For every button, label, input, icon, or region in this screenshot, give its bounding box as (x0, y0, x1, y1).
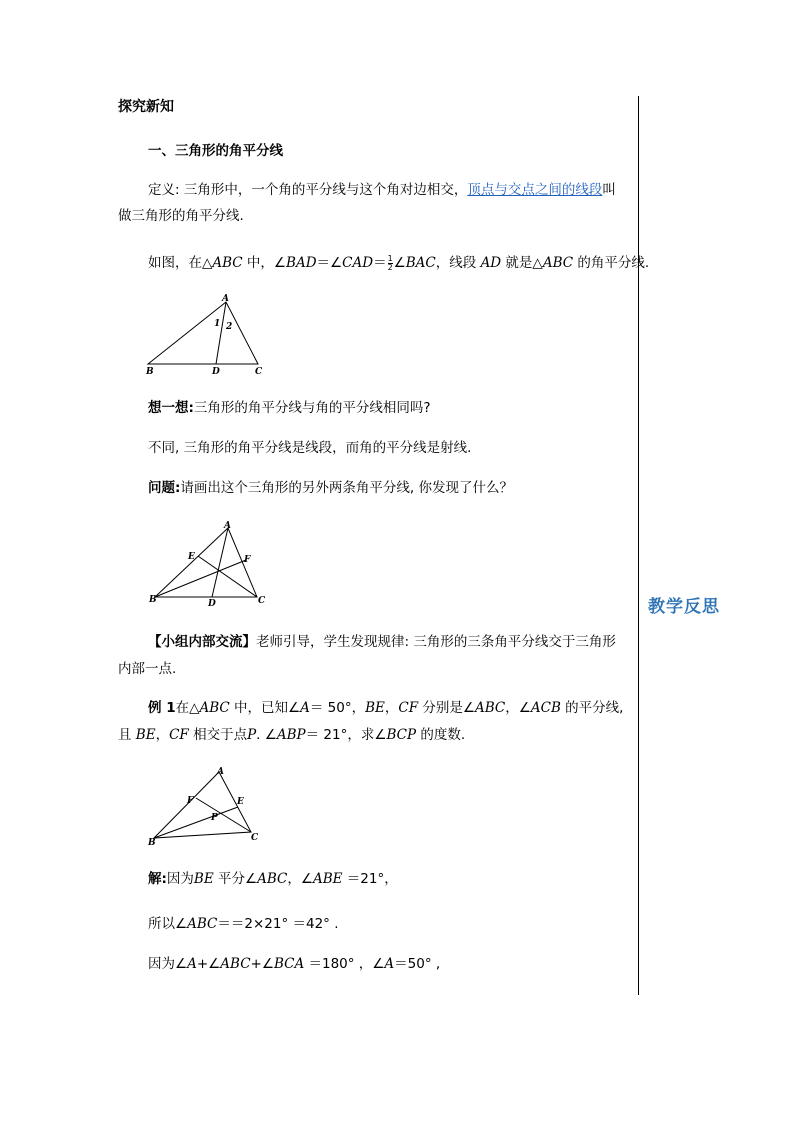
text-fragment: 中，∠ (242, 255, 287, 271)
text-fragment: 相交于点 (188, 727, 248, 743)
bisector-ad (216, 302, 226, 364)
label-d: D (208, 599, 216, 609)
math-abc: ABC (212, 255, 243, 271)
label-d: D (212, 367, 220, 377)
think-label: 想一想: (148, 400, 194, 416)
group-label: 【小组内部交流】 (148, 634, 256, 650)
label-a: A (217, 767, 224, 777)
think-text: 三角形的角平分线与角的平分线相同吗? (193, 400, 431, 416)
text-fragment: 的角平分线. (573, 255, 650, 271)
text-fragment: ，∠ (505, 700, 531, 716)
math-bac: BAC (405, 255, 436, 271)
math-abc: ABC (199, 700, 230, 716)
text-fragment: ＝＝2×21° ＝42° . (217, 916, 339, 932)
definition-line2: 做三角形的角平分线. (118, 208, 244, 224)
answer-line: 不同, 三角形的角平分线是线段，而角的平分线是射线. (148, 440, 472, 456)
math-abc: ABC (475, 700, 506, 716)
text-fragment: 所以∠ (148, 916, 188, 932)
text-fragment: ， (155, 727, 170, 743)
label-c: C (255, 367, 263, 377)
fraction-denominator: 2 (387, 262, 393, 272)
solution-line2 (148, 914, 339, 934)
text-fragment: . ∠ (256, 727, 277, 743)
example1-line1 (148, 698, 623, 718)
text-fragment: ＝21°， (342, 871, 398, 887)
text-fragment: ＝ (373, 255, 387, 271)
group-text: 老师引导，学生发现规律: 三角形的三条角平分线交于三角形 (256, 634, 616, 650)
label-a: A (224, 521, 231, 531)
math-a: A (187, 956, 197, 972)
label-c: C (258, 596, 266, 606)
figure-angle-bisector-triangle (140, 292, 270, 378)
label-f: F (244, 555, 251, 565)
text-fragment: 因为 (166, 871, 194, 887)
bisector-bf (155, 560, 246, 597)
teaching-reflection-label: 教学反思 (648, 597, 720, 617)
text-fragment: ＝∠ (316, 255, 343, 271)
text-fragment: ， (384, 700, 399, 716)
label-p: P (211, 813, 218, 823)
triangle-abc (148, 302, 258, 364)
text-fragment: 中，已知∠ (229, 700, 301, 716)
text-fragment: ＝ 21°，求∠ (305, 727, 387, 743)
math-abp: ABP (276, 727, 306, 743)
math-a: A (384, 956, 395, 972)
figure-three-bisectors (140, 518, 272, 610)
math-abc: ABC (220, 956, 251, 972)
definition-prefix: 定义: 三角形中，一个角的平分线与这个角对边相交， (148, 182, 468, 198)
section-title: 探究新知 (118, 99, 174, 115)
label-angle-2: 2 (226, 322, 233, 332)
text-fragment: ，∠ (287, 871, 313, 887)
question-label: 问题: (148, 480, 181, 496)
label-a: A (222, 294, 229, 304)
text-fragment: 如图，在△ (148, 255, 213, 271)
text-fragment: +∠ (250, 956, 274, 972)
fraction-one-half (388, 255, 393, 272)
solution-label: 解: (148, 871, 167, 887)
text-fragment: 的度数. (416, 727, 466, 743)
think-line (148, 398, 431, 418)
example1-line2 (118, 725, 465, 745)
bisector-ad (212, 528, 228, 597)
math-cad: CAD (342, 255, 374, 271)
text-fragment: 的平分线, (560, 700, 624, 716)
text-fragment: 分别是∠ (418, 700, 476, 716)
math-be: BE (193, 871, 214, 887)
solution-line1 (148, 869, 398, 889)
math-bcp: BCP (386, 727, 417, 743)
math-bca: BCA (273, 956, 305, 972)
question-line (148, 478, 513, 498)
math-ad: AD (480, 255, 502, 271)
definition-link[interactable]: 顶点与交点之间的线段 (467, 182, 603, 198)
text-fragment: ＝ 50°， (309, 700, 366, 716)
text-fragment: 且 (118, 727, 136, 743)
figure-example1-triangle (140, 762, 270, 848)
label-b: B (148, 838, 156, 848)
definition-suffix: 叫 (602, 182, 616, 198)
text-fragment: ，线段 (435, 255, 481, 271)
math-p: P (247, 727, 257, 743)
math-cf: CF (169, 727, 189, 743)
text-fragment: 因为∠ (148, 956, 188, 972)
label-e: E (237, 797, 244, 807)
text-fragment: ∠ (393, 255, 406, 271)
math-cf: CF (398, 700, 419, 716)
fraction-numerator: 1 (387, 253, 393, 263)
label-b: B (149, 595, 157, 605)
solution-line3 (148, 954, 440, 974)
math-abc: ABC (187, 916, 218, 932)
math-a: A (300, 700, 310, 716)
label-angle-1: 1 (214, 319, 221, 329)
text-fragment: +∠ (196, 956, 221, 972)
text-fragment: ＝180° ，∠ (304, 956, 385, 972)
group-line2: 内部一点. (118, 661, 177, 677)
math-be: BE (365, 700, 385, 716)
math-abc: ABC (257, 871, 288, 887)
math-acb: ACB (530, 700, 561, 716)
text-fragment: 就是△ (501, 255, 543, 271)
text-fragment: ＝50° , (394, 956, 441, 972)
subsection-title: 一、三角形的角平分线 (148, 143, 283, 159)
example-statement (148, 253, 649, 273)
label-f: F (187, 796, 194, 806)
definition-line1 (148, 180, 616, 200)
text-fragment: 在△ (175, 700, 200, 716)
example1-label: 例 1 (148, 700, 176, 716)
math-abc: ABC (542, 255, 574, 271)
math-bad: BAD (286, 255, 317, 271)
group-line1 (148, 632, 616, 652)
label-b: B (146, 367, 154, 377)
margin-divider-line (638, 96, 639, 995)
math-be: BE (135, 727, 156, 743)
question-text: 请画出这个三角形的另外两条角平分线, 你发现了什么？ (180, 480, 513, 496)
text-fragment: 平分∠ (213, 871, 258, 887)
label-e: E (188, 552, 195, 562)
math-abe: ABE (312, 871, 343, 887)
label-c: C (251, 833, 259, 843)
